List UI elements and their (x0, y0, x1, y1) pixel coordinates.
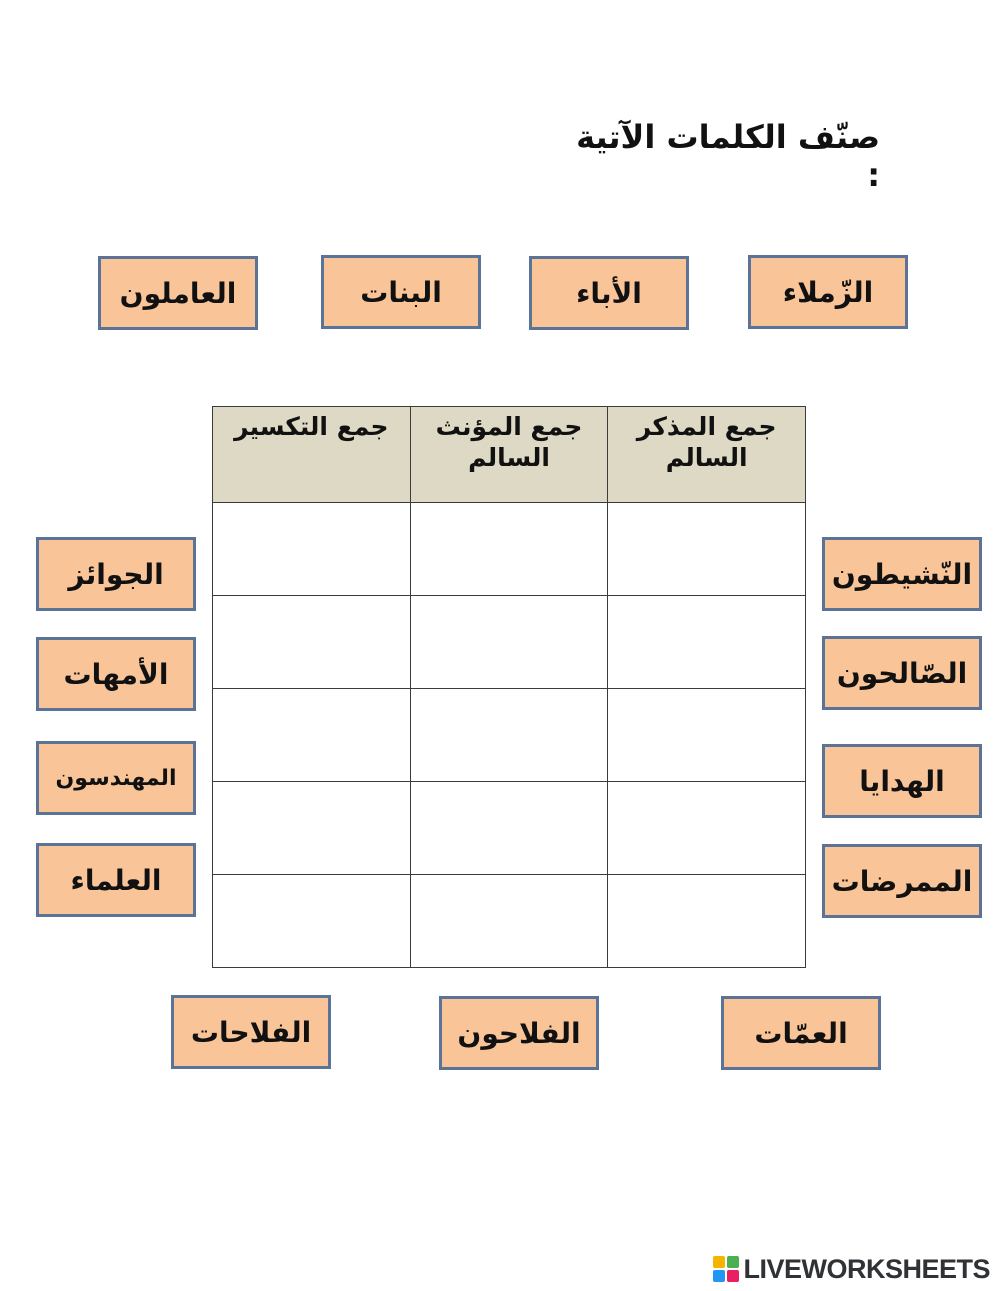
word-card-nashitun[interactable]: النّشيطون (822, 537, 982, 611)
word-card-banat[interactable]: البنات (321, 255, 481, 329)
table-row (213, 503, 806, 596)
table-row (213, 875, 806, 968)
word-card-mumaridat[interactable]: الممرضات (822, 844, 982, 918)
header-sound-feminine-plural: جمع المؤنث السالم (410, 407, 608, 503)
word-card-ammat[interactable]: العمّات (721, 996, 881, 1070)
word-card-muhandisun[interactable]: المهندسون (36, 741, 196, 815)
brand-name: LIVEWORKSHEETS (743, 1253, 990, 1284)
liveworksheets-brand (713, 1253, 990, 1285)
drop-cell-masculine[interactable] (608, 782, 806, 875)
drop-cell-broken[interactable] (213, 782, 411, 875)
drop-cell-masculine[interactable] (608, 875, 806, 968)
drop-cell-broken[interactable] (213, 875, 411, 968)
liveworksheets-logo-icon (713, 1256, 739, 1282)
word-card-salihun[interactable]: الصّالحون (822, 636, 982, 710)
header-sound-masculine-plural: جمع المذكر السالم (608, 407, 806, 503)
table-row (213, 596, 806, 689)
drop-cell-feminine[interactable] (410, 782, 608, 875)
drop-cell-feminine[interactable] (410, 503, 608, 596)
word-card-amilun[interactable]: العاملون (98, 256, 258, 330)
drop-cell-masculine[interactable] (608, 596, 806, 689)
table-row (213, 689, 806, 782)
header-broken-plural: جمع التكسير (213, 407, 411, 503)
instruction-title: صنّف الكلمات الآتية : (576, 118, 880, 194)
word-card-fallahun[interactable]: الفلاحون (439, 996, 599, 1070)
drop-cell-feminine[interactable] (410, 875, 608, 968)
drop-cell-feminine[interactable] (410, 689, 608, 782)
table-header-row (213, 407, 806, 503)
word-card-jawaiz[interactable]: الجوائز (36, 537, 196, 611)
drop-cell-broken[interactable] (213, 503, 411, 596)
drop-cell-feminine[interactable] (410, 596, 608, 689)
word-card-hadaya[interactable]: الهدايا (822, 744, 982, 818)
word-card-ulamaa[interactable]: العلماء (36, 843, 196, 917)
word-card-zumala[interactable]: الزّملاء (748, 255, 908, 329)
word-card-abaa[interactable]: الأباء (529, 256, 689, 330)
word-card-ummahat[interactable]: الأمهات (36, 637, 196, 711)
drop-cell-masculine[interactable] (608, 503, 806, 596)
drop-cell-masculine[interactable] (608, 689, 806, 782)
table-row (213, 782, 806, 875)
drop-cell-broken[interactable] (213, 596, 411, 689)
word-card-fallahat[interactable]: الفلاحات (171, 995, 331, 1069)
drop-cell-broken[interactable] (213, 689, 411, 782)
classification-table (212, 406, 806, 968)
